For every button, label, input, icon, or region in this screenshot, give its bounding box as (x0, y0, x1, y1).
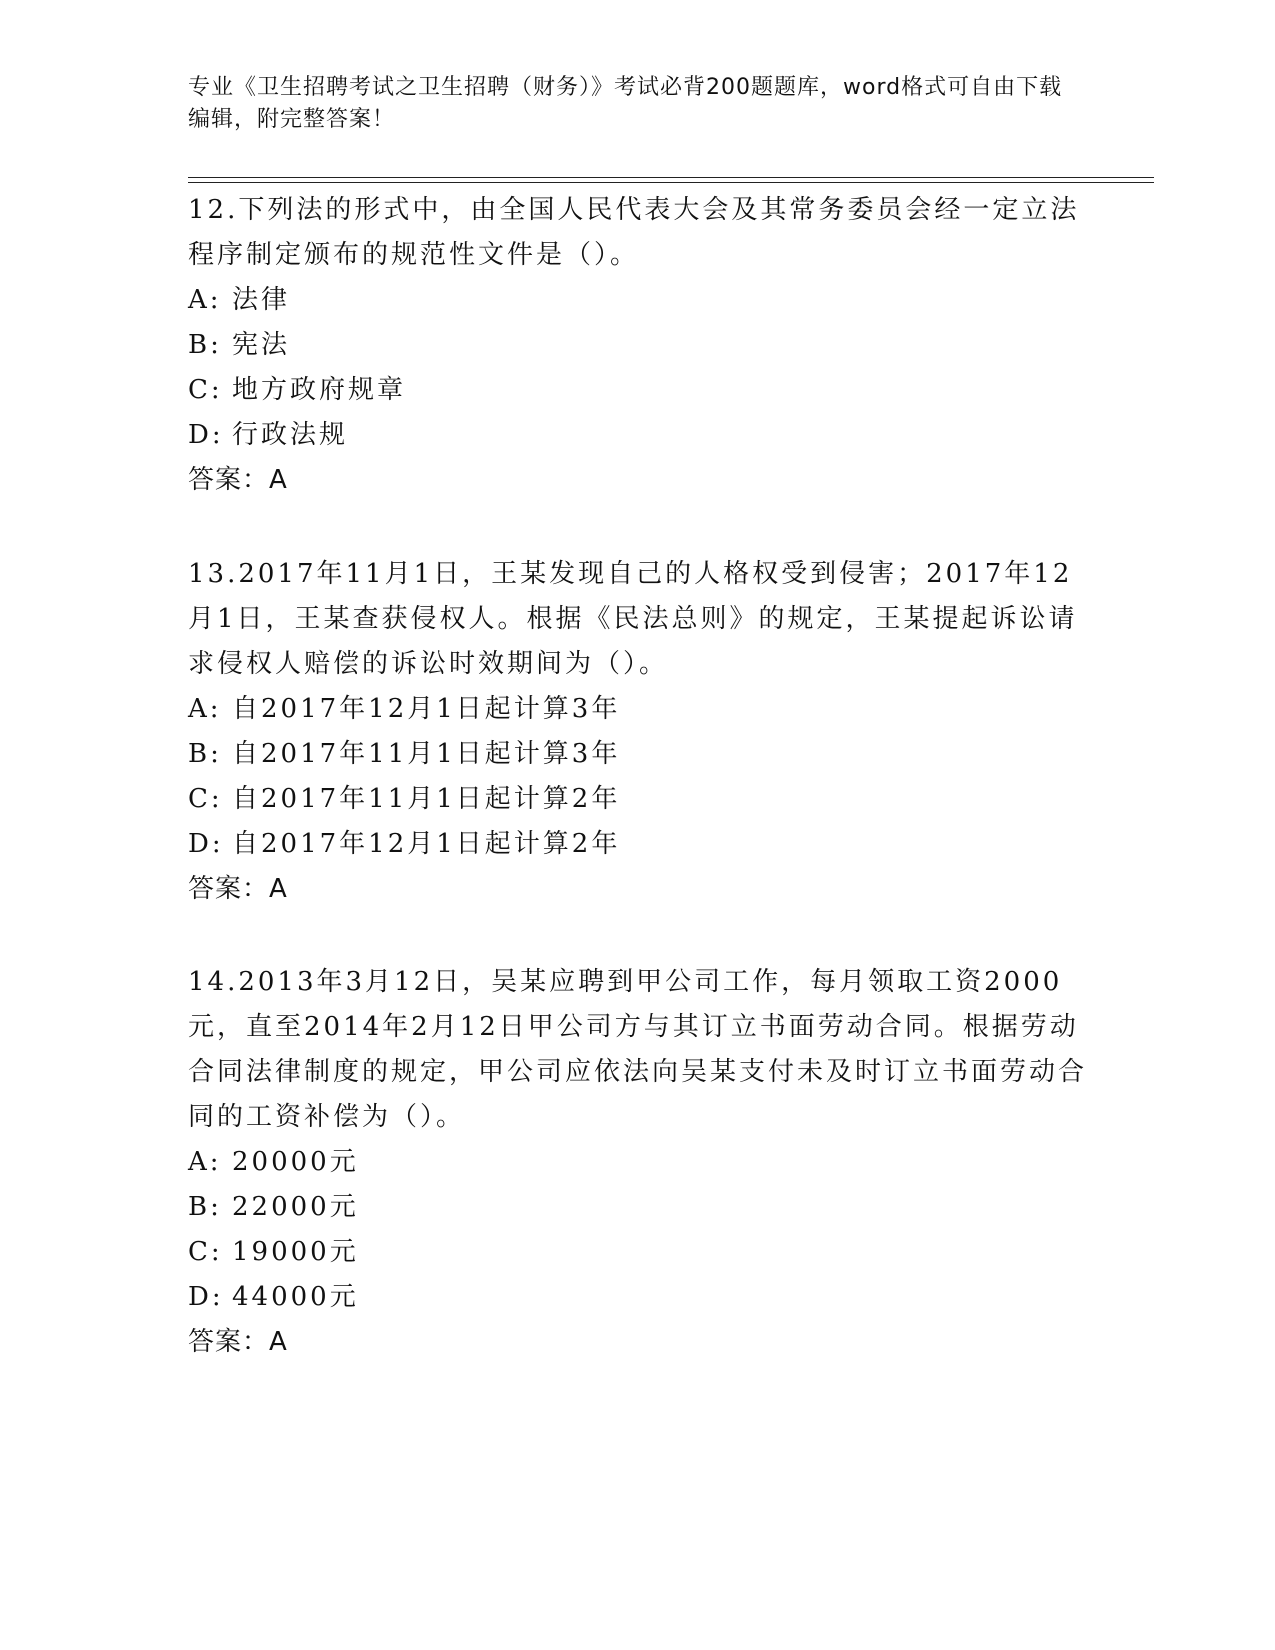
option-label: B: (188, 330, 222, 360)
option-text: 20000元 (232, 1147, 359, 1177)
question-14 (188, 960, 1088, 1365)
option-c (188, 368, 1088, 413)
option-text: 44000元 (232, 1282, 359, 1312)
question-stem: 14.2013年3月12日，吴某应聘到甲公司工作，每月领取工资2000元，直至2014年2月12日甲公司方与其订立书面劳动合同。根据劳动合同法律制度的规定，甲公司应依法向吴某支付未及时订立书面劳动合同的工资补偿为（）。 (188, 967, 1088, 1132)
question-stem: 13.2017年11月1日，王某发现自己的人格权受到侵害；2017年12月1日，王某查获侵权人。根据《民法总则》的规定，王某提起诉讼请求侵权人赔偿的诉讼时效期间为（）。 (188, 559, 1078, 679)
option-c (188, 777, 1088, 822)
option-b (188, 732, 1088, 777)
option-label: B: (188, 1192, 222, 1222)
option-label: C: (188, 375, 223, 405)
option-label: D: (188, 420, 224, 450)
option-label: C: (188, 1237, 223, 1267)
option-text: 22000元 (232, 1192, 359, 1222)
option-text: 地方政府规章 (232, 375, 407, 405)
option-b (188, 1185, 1088, 1230)
option-d (188, 822, 1088, 867)
option-text: 19000元 (232, 1237, 359, 1267)
question-13 (188, 552, 1088, 912)
answer-line: 答案：A (188, 1327, 288, 1357)
header-divider-bottom (188, 182, 1154, 183)
option-b (188, 323, 1088, 368)
header-divider-top (188, 177, 1154, 178)
option-label: B: (188, 739, 222, 769)
option-text: 宪法 (232, 330, 291, 360)
option-a (188, 687, 1088, 732)
option-text: 法律 (232, 285, 291, 315)
question-12 (188, 188, 1088, 503)
option-a (188, 278, 1088, 323)
document-header: 专业《卫生招聘考试之卫生招聘（财务）》考试必背200题题库，word格式可自由下载编辑，附完整答案！ (188, 75, 1063, 132)
question-stem: 12.下列法的形式中，由全国人民代表大会及其常务委员会经一定立法程序制定颁布的规范性文件是（）。 (188, 195, 1080, 270)
option-d (188, 1275, 1088, 1320)
option-a (188, 1140, 1088, 1185)
option-text: 自2017年11月1日起计算2年 (232, 784, 621, 814)
answer-line: 答案：A (188, 465, 288, 495)
option-c (188, 1230, 1088, 1275)
option-label: C: (188, 784, 223, 814)
answer-line: 答案：A (188, 874, 288, 904)
option-text: 行政法规 (232, 420, 349, 450)
option-text: 自2017年11月1日起计算3年 (232, 739, 621, 769)
option-label: A: (188, 694, 222, 724)
option-text: 自2017年12月1日起计算3年 (232, 694, 621, 724)
option-label: A: (188, 285, 222, 315)
option-text: 自2017年12月1日起计算2年 (232, 829, 621, 859)
option-label: D: (188, 1282, 224, 1312)
option-label: D: (188, 829, 224, 859)
option-label: A: (188, 1147, 222, 1177)
option-d (188, 413, 1088, 458)
